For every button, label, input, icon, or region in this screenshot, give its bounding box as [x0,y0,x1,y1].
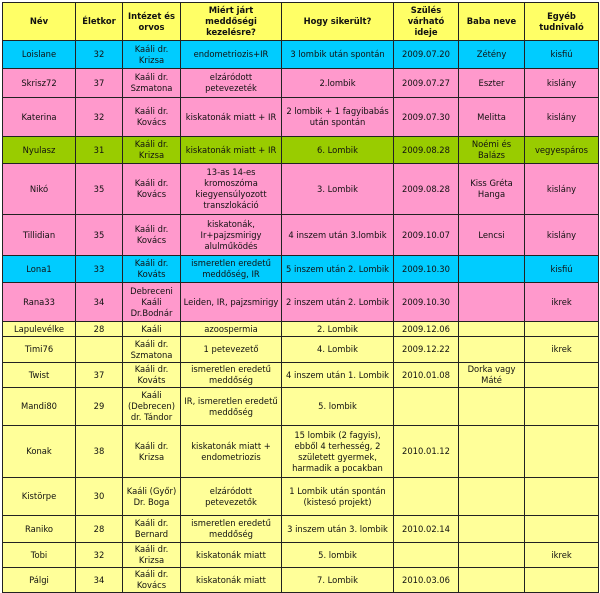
cell-reason: azoospermia [181,322,282,337]
cell-name: Raniko [3,516,76,543]
cell-reason: endometriozis+IR [181,41,282,69]
cell-age: 32 [76,41,123,69]
cell-clinic-doctor: Kaáli dr. Szmatona [123,337,181,363]
cell-other-info: kislány [525,215,599,256]
cell-outcome: 5. lombik [282,543,394,568]
cell-age: 31 [76,137,123,164]
cell-outcome: 5 inszem után 2. Lombik [282,256,394,283]
cell-due-date: 2009.08.28 [394,164,459,215]
cell-clinic-doctor: Kaáli dr. Kovács [123,215,181,256]
cell-other-info: ikrek [525,283,599,322]
cell-outcome: 5. lombik [282,388,394,426]
cell-age: 32 [76,543,123,568]
table-row [3,337,599,363]
cell-name: Rana33 [3,283,76,322]
cell-name: Nikó [3,164,76,215]
cell-outcome: 1 Lombik után spontán (kistesó projekt) [282,478,394,516]
cell-other-info: vegyespáros [525,137,599,164]
cell-name: Skrisz72 [3,69,76,98]
cell-due-date: 2009.10.30 [394,283,459,322]
cell-other-info [525,388,599,426]
cell-reason: IR, ismeretlen eredetű meddőség [181,388,282,426]
cell-baby-name: Melitta [459,98,525,137]
header-age: Életkor [76,3,123,41]
cell-baby-name [459,516,525,543]
table-row [3,41,599,69]
cell-other-info [525,426,599,478]
cell-outcome: 3 inszem után 3. lombik [282,516,394,543]
cell-clinic-doctor: Kaáli dr. Szmatona [123,69,181,98]
table-row [3,322,599,337]
cell-other-info: ikrek [525,337,599,363]
cell-outcome: 3. Lombik [282,164,394,215]
cell-clinic-doctor: Kaáli [123,322,181,337]
cell-outcome: 2.lombik [282,69,394,98]
cell-baby-name: Kiss Gréta Hanga [459,164,525,215]
table-row [3,256,599,283]
cell-other-info: kislány [525,164,599,215]
cell-reason: kiskatonák miatt [181,568,282,593]
cell-outcome: 3 lombik után spontán [282,41,394,69]
table-row [3,543,599,568]
cell-clinic-doctor: Kaáli dr. Kováts [123,256,181,283]
cell-due-date: 2009.12.22 [394,337,459,363]
cell-age: 28 [76,322,123,337]
cell-age: 32 [76,98,123,137]
cell-age: 37 [76,363,123,388]
cell-due-date: 2009.08.28 [394,137,459,164]
cell-baby-name [459,283,525,322]
cell-name: Loislane [3,41,76,69]
cell-due-date: 2010.01.08 [394,363,459,388]
cell-age [76,337,123,363]
cell-other-info: kislány [525,69,599,98]
cell-name: Nyulasz [3,137,76,164]
cell-outcome: 15 lombik (2 fagyis), ebből 4 terhesség, 2 született gyermek, harmadik a pocakban [282,426,394,478]
cell-other-info [525,363,599,388]
cell-due-date: 2009.07.27 [394,69,459,98]
cell-outcome: 7. Lombik [282,568,394,593]
cell-name: Lona1 [3,256,76,283]
cell-name: Katerina [3,98,76,137]
cell-age: 29 [76,388,123,426]
cell-age: 28 [76,516,123,543]
cell-age: 35 [76,164,123,215]
table-row [3,388,599,426]
cell-reason: 1 petevezető [181,337,282,363]
cell-other-info: kislány [525,98,599,137]
cell-baby-name [459,426,525,478]
cell-due-date [394,478,459,516]
cell-other-info: ikrek [525,543,599,568]
cell-age: 35 [76,215,123,256]
cell-outcome: 2 inszem után 2. Lombik [282,283,394,322]
cell-baby-name [459,388,525,426]
cell-age: 38 [76,426,123,478]
cell-due-date: 2009.07.30 [394,98,459,137]
table-row [3,69,599,98]
cell-baby-name [459,337,525,363]
cell-other-info [525,516,599,543]
cell-reason: kiskatonák miatt + endometriozis [181,426,282,478]
table-row [3,363,599,388]
cell-clinic-doctor: Kaáli dr. Krizsa [123,137,181,164]
cell-clinic-doctor: Kaáli dr. Kováts [123,363,181,388]
table-row [3,426,599,478]
cell-outcome: 2. Lombik [282,322,394,337]
cell-reason: ismeretlen eredetű meddőség, IR [181,256,282,283]
table-row [3,283,599,322]
cell-clinic-doctor: Kaáli dr. Kovács [123,98,181,137]
cell-name: Lapulevélke [3,322,76,337]
cell-baby-name: Zétény [459,41,525,69]
header-outcome: Hogy sikerült? [282,3,394,41]
cell-reason: kiskatonák miatt + IR [181,137,282,164]
cell-age: 34 [76,568,123,593]
table-row [3,215,599,256]
cell-reason: kiskatonák miatt + IR [181,98,282,137]
cell-clinic-doctor: Kaáli (Győr) Dr. Boga [123,478,181,516]
table-header-row [3,3,599,41]
cell-due-date: 2010.03.06 [394,568,459,593]
cell-due-date: 2010.01.12 [394,426,459,478]
cell-name: Kistörpe [3,478,76,516]
cell-clinic-doctor: Kaáli dr. Bernard [123,516,181,543]
cell-name: Twist [3,363,76,388]
cell-baby-name: Dorka vagy Máté [459,363,525,388]
cell-reason: 13-as 14-es kromoszóma kiegyensúlyozott transzlokáció [181,164,282,215]
cell-outcome: 2 lombik + 1 fagyibabás után spontán [282,98,394,137]
cell-clinic-doctor: Kaáli dr. Krizsa [123,426,181,478]
cell-due-date: 2009.12.06 [394,322,459,337]
cell-name: Pálgi [3,568,76,593]
table-row [3,98,599,137]
cell-due-date [394,388,459,426]
table-row [3,164,599,215]
cell-due-date: 2009.10.30 [394,256,459,283]
cell-other-info: kisfiú [525,41,599,69]
table-row [3,516,599,543]
cell-baby-name: Lencsi [459,215,525,256]
cell-baby-name: Noémi és Balázs [459,137,525,164]
header-due-date: Szülés várható ideje [394,3,459,41]
cell-clinic-doctor: Kaáli dr. Krizsa [123,41,181,69]
header-reason: Miért járt meddőségi kezelésre? [181,3,282,41]
cell-clinic-doctor: Kaáli dr. Krizsa [123,543,181,568]
header-name: Név [3,3,76,41]
cell-other-info: kisfiú [525,256,599,283]
cell-due-date: 2009.10.07 [394,215,459,256]
cell-baby-name [459,256,525,283]
cell-reason: Leiden, IR, pajzsmirigy [181,283,282,322]
cell-due-date [394,543,459,568]
cell-clinic-doctor: Kaáli dr. Kovács [123,164,181,215]
cell-clinic-doctor: Kaáli dr. Kovács [123,568,181,593]
cell-age: 37 [76,69,123,98]
cell-reason: elzáródott petevezeték [181,69,282,98]
cell-age: 33 [76,256,123,283]
cell-age: 30 [76,478,123,516]
cell-baby-name [459,478,525,516]
cell-reason: kiskatonák miatt [181,543,282,568]
ivf-results-table [2,2,599,593]
cell-baby-name [459,543,525,568]
cell-reason: ismeretlen eredetű meddőség [181,516,282,543]
cell-reason: elzáródott petevezetők [181,478,282,516]
cell-outcome: 4. Lombik [282,337,394,363]
cell-due-date: 2010.02.14 [394,516,459,543]
cell-due-date: 2009.07.20 [394,41,459,69]
cell-other-info [525,478,599,516]
cell-outcome: 6. Lombik [282,137,394,164]
cell-reason: kiskatonák, Ir+pajzsmirigy alulműködés [181,215,282,256]
header-other-info: Egyéb tudnivaló [525,3,599,41]
cell-name: Tobi [3,543,76,568]
cell-outcome: 4 inszem után 1. Lombik [282,363,394,388]
cell-name: Mandi80 [3,388,76,426]
table-row [3,137,599,164]
cell-clinic-doctor: Kaáli (Debrecen) dr. Tándor [123,388,181,426]
table-row [3,478,599,516]
cell-clinic-doctor: Debreceni Kaáli Dr.Bodnár [123,283,181,322]
cell-reason: ismeretlen eredetű meddőség [181,363,282,388]
cell-baby-name [459,322,525,337]
cell-age: 34 [76,283,123,322]
cell-name: Konak [3,426,76,478]
cell-outcome: 4 inszem után 3.lombik [282,215,394,256]
header-clinic-doctor: Intézet és orvos [123,3,181,41]
cell-name: Timi76 [3,337,76,363]
cell-baby-name: Eszter [459,69,525,98]
cell-other-info [525,322,599,337]
cell-name: Tillidian [3,215,76,256]
header-baby-name: Baba neve [459,3,525,41]
